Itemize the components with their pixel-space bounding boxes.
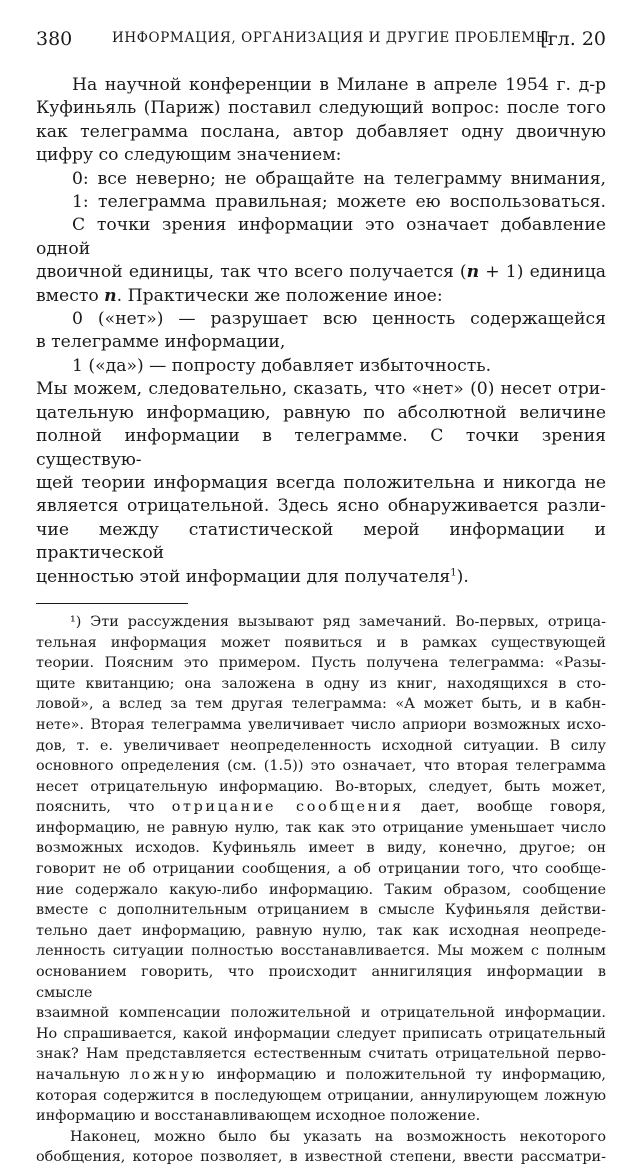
text-fragment: Эти рассуждения вызывают ряд замечаний. Во-первых, отрица-: [81, 613, 606, 630]
text-line: Куфиньяль (Париж) поставил следующий вопрос: после того: [36, 98, 606, 119]
text-line: в телеграмме информации,: [36, 332, 286, 353]
footnote-line: ленность ситуации полностью восстанавливается. Мы можем с полным: [36, 943, 606, 960]
text-line: На научной конференции в Милане в апреле 1954 г. д-р: [72, 75, 606, 95]
text-fragment: пояснить, что: [36, 799, 172, 816]
footnote-divider: [36, 603, 188, 604]
emphasized-text: отрицание сообщения: [171, 799, 404, 816]
text-line: [36, 214, 606, 261]
math-variable: n: [104, 285, 117, 306]
main-text: [36, 74, 606, 589]
page-header: [36, 28, 606, 54]
footnote-line: щите квитанцию; она заложена в одну из книг, находящихся в сто-: [36, 675, 606, 692]
footnote-line: основного определения (см. (1.5)) это означает, что вторая телеграмма: [36, 758, 606, 775]
footnote: [36, 612, 606, 1168]
text-fragment: С точки зрения информации это означает добавление одной: [36, 215, 606, 259]
text-line: [36, 261, 606, 284]
text-fragment: начальную: [36, 1067, 130, 1083]
text-line: Мы можем, следовательно, сказать, что «нет» (0) несет отри-: [36, 379, 606, 400]
paragraph-conclusion: [36, 378, 606, 589]
page-number: 380: [36, 28, 73, 50]
chapter-reference: [гл. 20: [540, 28, 606, 50]
text-line: 0: все неверно; не обращайте на телеграмму внимания,: [72, 168, 606, 189]
text-line: является отрицательной. Здесь ясно обнаруживается разли-: [36, 496, 606, 517]
paragraph-zero-meaning: [36, 168, 606, 191]
running-title: ИНФОРМАЦИЯ, ОРГАНИЗАЦИЯ И ДРУГИЕ ПРОБЛЕМЫ: [112, 30, 550, 46]
footnote-line: [36, 1065, 606, 1086]
text-fragment: ценностью этой информации для получателя: [36, 566, 451, 587]
footnote-line: информацию, не равную нулю, так как это отрицание уменьшает число: [36, 819, 606, 836]
footnote-line: Но спрашивается, какой информации следует приписать отрицательный: [36, 1025, 606, 1042]
footnote-line: информацию и восстанавливающем исходное положение.: [36, 1108, 481, 1125]
footnote-line: дов, т. е. увеличивает неопределенность исходной ситуации. В силу: [36, 737, 606, 754]
text-fragment: . Практически же положение иное:: [116, 285, 443, 306]
footnote-line: ловой», а вслед за тем другая телеграмма: «А может быть, и в кабн-: [36, 696, 606, 713]
footnote-line: ние содержало какую-либо информацию. Таким образом, сообщение: [36, 881, 606, 898]
emphasized-text: ложную: [129, 1067, 207, 1083]
text-fragment: двоичной единицы, так что всего получается (: [36, 262, 467, 283]
footnote-line: несет отрицательную информацию. Во-вторых, следует, быть может,: [36, 778, 606, 795]
text-line: цифру со следующим значением:: [36, 145, 342, 166]
paragraph-conference: [36, 74, 606, 168]
text-line: цательную информацию, равную по абсолютной величине: [36, 402, 606, 423]
text-line: полной информации в телеграмме. С точки зрения существую-: [36, 426, 606, 470]
footnote-line: основанием говорить, что происходит аннигиляция информации в смысле: [36, 964, 606, 1001]
text-line: чие между статистической мерой информации и практической: [36, 519, 606, 564]
text-line: [36, 566, 606, 589]
footnote-line: знак? Нам представляется естественным считать отрицательной перво-: [36, 1046, 606, 1063]
math-variable: n: [466, 262, 480, 283]
footnote-line: нете». Вторая телеграмма увеличивает число априори возможных исхо-: [36, 716, 606, 733]
text-line: [36, 285, 606, 308]
paragraph-one-meaning: [36, 191, 606, 214]
footnote-line: тельно дает информацию, равную нулю, так как исходная неопреде-: [36, 922, 606, 939]
text-fragment: + 1) единица: [479, 262, 606, 283]
book-page: [36, 28, 606, 1168]
paragraph-information-view: [36, 214, 606, 308]
footnote-line: тельная информация может появиться и в рамках существующей: [36, 634, 606, 651]
footnote-marker: ¹): [70, 613, 82, 630]
footnote-line: теории. Поясним это примером. Пусть получена телеграмма: «Разы-: [36, 655, 606, 672]
footnote-line: взаимной компенсации положительной и отрицательной информации.: [36, 1005, 606, 1022]
text-line: 1 («да») — попросту добавляет избыточность.: [72, 355, 492, 376]
text-line: 1: телеграмма правильная; можете ею воспользоваться.: [72, 192, 606, 213]
footnote-line: [36, 797, 606, 818]
footnote-reference[interactable]: 1: [450, 566, 457, 578]
text-fragment: ).: [456, 566, 469, 587]
footnote-line: обобщения, которое позволяет, в известной степени, ввести рассматри-: [36, 1149, 606, 1166]
text-line: как телеграмма послана, автор добавляет одну двоичную: [36, 121, 606, 142]
footnote-line: возможных исходов. Куфиньяль имеет в виду, конечно, другое; он: [36, 840, 606, 857]
text-line: щей теории информация всегда положительна и никогда не: [36, 472, 606, 493]
text-fragment: вместо: [36, 285, 105, 306]
text-line: 0 («нет») — разрушает всю ценность содержащейся: [72, 309, 606, 330]
footnote-line: [36, 612, 606, 633]
text-fragment: дает, вообще говоря,: [403, 799, 606, 816]
footnote-line: говорит не об отрицании сообщения, а об отрицании того, что сообще-: [36, 861, 606, 878]
text-fragment: информацию и положительной ту информацию,: [206, 1067, 606, 1083]
footnote-line: которая содержится в последующем отрицании, аннулирующем ложную: [36, 1087, 606, 1104]
paragraph-no-case: [36, 308, 606, 355]
footnote-line: Наконец, можно было бы указать на возможность некоторого: [70, 1128, 606, 1145]
footnote-line: вместе с дополнительным отрицанием в смысле Куфиньяля действи-: [36, 902, 606, 919]
paragraph-yes-case: [36, 355, 606, 378]
